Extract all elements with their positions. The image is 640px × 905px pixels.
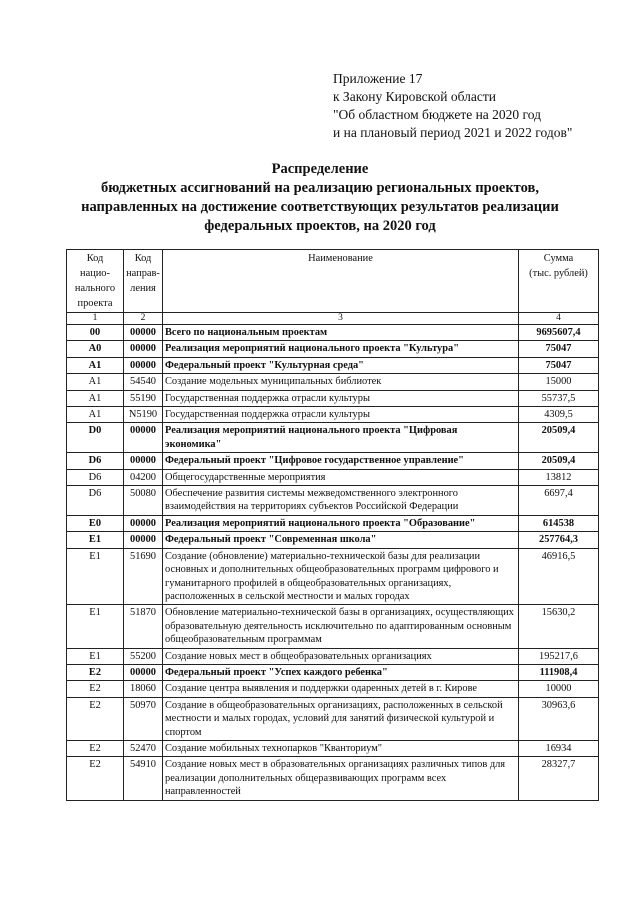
- direction-code-cell: 50970: [124, 697, 163, 740]
- national-project-code-cell: E2: [67, 757, 124, 800]
- national-project-code-cell: E1: [67, 532, 124, 548]
- title-line: бюджетных ассигнований на реализацию региональных проектов,: [101, 180, 539, 196]
- table-row: [67, 740, 599, 756]
- amount-cell: 15000: [519, 374, 599, 390]
- table-row: [67, 357, 599, 373]
- direction-code-cell: 00000: [124, 515, 163, 531]
- name-cell: Реализация мероприятий национального проекта "Образование": [163, 515, 519, 531]
- direction-code-cell: 52470: [124, 740, 163, 756]
- national-project-code-cell: A0: [67, 341, 124, 357]
- national-project-code-cell: A1: [67, 407, 124, 423]
- document-title: [20, 160, 620, 236]
- table-row: [67, 515, 599, 531]
- name-cell: Всего по национальным проектам: [163, 325, 519, 341]
- national-project-code-cell: A1: [67, 390, 124, 406]
- national-project-code-cell: D6: [67, 469, 124, 485]
- national-project-code-cell: E2: [67, 740, 124, 756]
- national-project-code-cell: D6: [67, 486, 124, 516]
- table-header-row: [67, 250, 599, 313]
- table-row: [67, 325, 599, 341]
- title-line: Распределение: [271, 161, 369, 177]
- table-row: [67, 453, 599, 469]
- amount-cell: 257764,3: [519, 532, 599, 548]
- header-text: ления: [130, 283, 156, 294]
- appendix-line: Приложение 17: [333, 71, 423, 86]
- name-cell: Создание модельных муниципальных библиотек: [163, 374, 519, 390]
- amount-cell: 15630,2: [519, 605, 599, 648]
- table-row: [67, 532, 599, 548]
- column-number-row: [67, 313, 599, 325]
- name-cell: Государственная поддержка отрасли культуры: [163, 390, 519, 406]
- header-text: Наименование: [308, 253, 373, 264]
- table-row: [67, 757, 599, 800]
- table-row: [67, 486, 599, 516]
- name-cell: Реализация мероприятий национального проекта "Культура": [163, 341, 519, 357]
- direction-code-cell: 51690: [124, 548, 163, 605]
- table-row: [67, 697, 599, 740]
- table-row: [67, 423, 599, 453]
- title-line: федеральных проектов, на 2020 год: [204, 218, 436, 234]
- national-project-code-cell: E1: [67, 548, 124, 605]
- national-project-code-cell: A1: [67, 357, 124, 373]
- direction-code-cell: 18060: [124, 681, 163, 697]
- budget-table: [66, 249, 599, 801]
- appendix-note: [333, 70, 633, 142]
- header-national-project-code: [67, 250, 124, 313]
- direction-code-cell: 54540: [124, 374, 163, 390]
- table-row: [67, 341, 599, 357]
- national-project-code-cell: E1: [67, 648, 124, 664]
- national-project-code-cell: A1: [67, 374, 124, 390]
- column-number: 2: [124, 313, 163, 325]
- amount-cell: 46916,5: [519, 548, 599, 605]
- direction-code-cell: 00000: [124, 532, 163, 548]
- amount-cell: 30963,6: [519, 697, 599, 740]
- header-text: Код: [86, 253, 104, 264]
- column-number: 4: [519, 313, 599, 325]
- header-text: нацио-: [80, 268, 110, 279]
- appendix-line: и на плановый период 2021 и 2022 годов": [333, 125, 573, 140]
- name-cell: Создание центра выявления и поддержки одаренных детей в г. Кирове: [163, 681, 519, 697]
- appendix-line: "Об областном бюджете на 2020 год: [333, 107, 541, 122]
- table-row: [67, 390, 599, 406]
- direction-code-cell: 00000: [124, 423, 163, 453]
- name-cell: Федеральный проект "Успех каждого ребенка": [163, 664, 519, 680]
- national-project-code-cell: E2: [67, 664, 124, 680]
- name-cell: Федеральный проект "Цифровое государственное управление": [163, 453, 519, 469]
- direction-code-cell: 50080: [124, 486, 163, 516]
- amount-cell: 75047: [519, 357, 599, 373]
- amount-cell: 13812: [519, 469, 599, 485]
- amount-cell: 20509,4: [519, 423, 599, 453]
- name-cell: Обновление материально-технической базы в организациях, осуществляющих образовательную деятельность исключительно по адаптированным основным общеобразовательным программам: [163, 605, 519, 648]
- header-direction-code: [124, 250, 163, 313]
- table-row: [67, 648, 599, 664]
- amount-cell: 195217,6: [519, 648, 599, 664]
- header-text: Сумма: [543, 253, 574, 264]
- appendix-line: к Закону Кировской области: [333, 89, 497, 104]
- header-text: нального: [74, 283, 116, 294]
- table-row: [67, 374, 599, 390]
- amount-cell: 55737,5: [519, 390, 599, 406]
- name-cell: Государственная поддержка отрасли культуры: [163, 407, 519, 423]
- name-cell: Федеральный проект "Современная школа": [163, 532, 519, 548]
- national-project-code-cell: E2: [67, 681, 124, 697]
- amount-cell: 20509,4: [519, 453, 599, 469]
- table-row: [67, 664, 599, 680]
- amount-cell: 10000: [519, 681, 599, 697]
- table-row: [67, 605, 599, 648]
- title-line: направленных на достижение соответствующих результатов реализации: [81, 199, 559, 215]
- direction-code-cell: N5190: [124, 407, 163, 423]
- table-row: [67, 407, 599, 423]
- header-amount: [519, 250, 599, 313]
- name-cell: Создание новых мест в образовательных организациях различных типов для реализации дополнительных общеразвивающих программ всех направленностей: [163, 757, 519, 800]
- name-cell: Реализация мероприятий национального проекта "Цифровая экономика": [163, 423, 519, 453]
- direction-code-cell: 00000: [124, 325, 163, 341]
- header-name: [163, 250, 519, 313]
- direction-code-cell: 55200: [124, 648, 163, 664]
- direction-code-cell: 54910: [124, 757, 163, 800]
- national-project-code-cell: D6: [67, 453, 124, 469]
- amount-cell: 4309,5: [519, 407, 599, 423]
- amount-cell: 75047: [519, 341, 599, 357]
- column-number: 3: [163, 313, 519, 325]
- national-project-code-cell: E2: [67, 697, 124, 740]
- table-row: [67, 681, 599, 697]
- amount-cell: 6697,4: [519, 486, 599, 516]
- direction-code-cell: 00000: [124, 664, 163, 680]
- amount-cell: 16934: [519, 740, 599, 756]
- direction-code-cell: 00000: [124, 453, 163, 469]
- table-row: [67, 548, 599, 605]
- direction-code-cell: 55190: [124, 390, 163, 406]
- name-cell: Создание новых мест в общеобразовательных организациях: [163, 648, 519, 664]
- name-cell: Общегосударственные мероприятия: [163, 469, 519, 485]
- column-number: 1: [67, 313, 124, 325]
- header-text: направ-: [126, 268, 160, 279]
- national-project-code-cell: E0: [67, 515, 124, 531]
- header-text: Код: [134, 253, 152, 264]
- direction-code-cell: 51870: [124, 605, 163, 648]
- national-project-code-cell: 00: [67, 325, 124, 341]
- name-cell: Создание в общеобразовательных организациях, расположенных в сельской местности и малых городах, условий для занятий физической культурой и спортом: [163, 697, 519, 740]
- table-row: [67, 469, 599, 485]
- direction-code-cell: 04200: [124, 469, 163, 485]
- amount-cell: 614538: [519, 515, 599, 531]
- national-project-code-cell: D0: [67, 423, 124, 453]
- name-cell: Создание мобильных технопарков "Кванториум": [163, 740, 519, 756]
- national-project-code-cell: E1: [67, 605, 124, 648]
- direction-code-cell: 00000: [124, 357, 163, 373]
- amount-cell: 28327,7: [519, 757, 599, 800]
- amount-cell: 9695607,4: [519, 325, 599, 341]
- direction-code-cell: 00000: [124, 341, 163, 357]
- name-cell: Федеральный проект "Культурная среда": [163, 357, 519, 373]
- amount-cell: 111908,4: [519, 664, 599, 680]
- header-text: (тыс. рублей): [529, 268, 588, 279]
- name-cell: Создание (обновление) материально-технической базы для реализации основных и дополнительных общеобразовательных программ цифрового и гуманитарного профилей в общеобразовательных организациях, расположенных в сельской местности и малых городах: [163, 548, 519, 605]
- header-text: проекта: [77, 298, 113, 309]
- name-cell: Обеспечение развития системы межведомственного электронного взаимодействия на территориях субъектов Российской Федерации: [163, 486, 519, 516]
